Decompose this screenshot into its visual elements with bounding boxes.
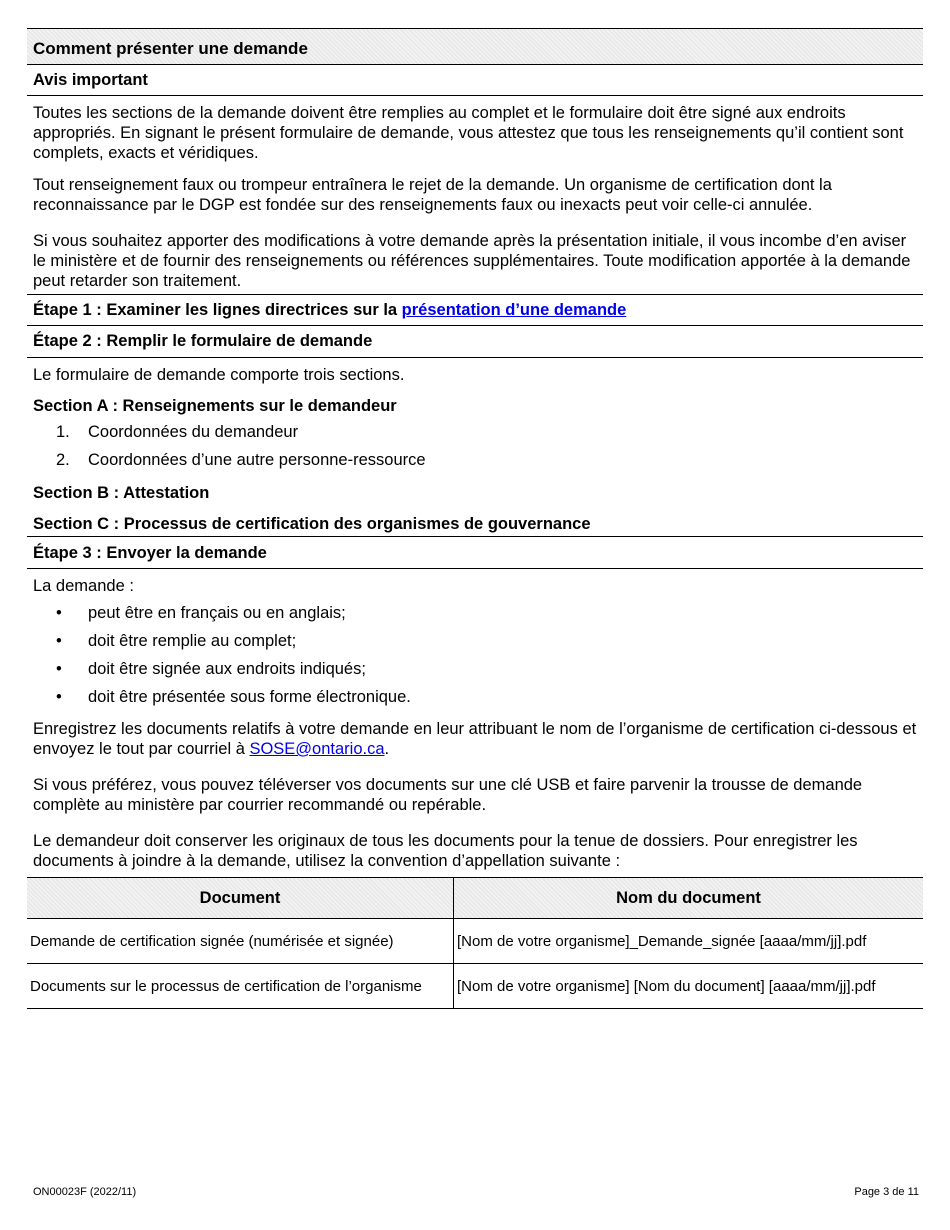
column-header-document-name: Nom du document [454,878,924,919]
table-cell: [Nom de votre organisme]_Demande_signée [aaaa/mm/jj].pdf [457,932,867,950]
list-item-text: doit être présentée sous forme électronique. [88,688,411,706]
list-item [27,418,923,446]
list-item-text: doit être signée aux endroits indiqués; [88,660,366,678]
document-page [27,28,923,1009]
section-c-heading: Section C : Processus de certification des organismes de gouvernance [27,503,923,537]
list-item [27,655,923,683]
page-title: Comment présenter une demande [27,28,923,65]
step3-intro: La demande : [33,577,134,595]
list-item-text: Coordonnées d’une autre personne-ressource [88,451,426,469]
step1-heading [27,294,923,326]
email-paragraph-text: Enregistrez les documents relatifs à votre demande en leur attribuant le nom de l’organisme de certification ci-dessous et envoyez le tout par courriel à [33,720,917,758]
section-a-list [27,418,923,474]
naming-convention-table [27,877,923,1009]
table-header-row [27,878,923,919]
step2-intro: Le formulaire de demande comporte trois sections. [33,366,405,384]
usb-paragraph: Si vous préférez, vous pouvez téléverser vos documents sur une clé USB et faire parvenir la trousse de demande complète au ministère par courrier recommandé ou repérable. [33,776,863,814]
bullet: • [56,660,62,678]
table-row [27,919,923,964]
email-paragraph [27,719,923,759]
step3-heading: Étape 3 : Envoyer la demande [27,537,923,569]
table-cell: Documents sur le processus de certification de l’organisme [27,964,454,1009]
bullet: • [56,604,62,622]
table-row [27,964,923,1009]
table-cell: [Nom de votre organisme] [Nom du document] [aaaa/mm/jj].pdf [454,964,924,1009]
list-item-text: peut être en français ou en anglais; [88,604,346,622]
step2-heading: Étape 2 : Remplir le formulaire de demande [27,326,923,358]
list-number: 2. [56,451,70,469]
notice-paragraph-1: Toutes les sections de la demande doivent être remplies au complet et le formulaire doit être signé aux endroits appropriés. En signant le présent formulaire de demande, vous attestez que tous les renseignements qu’il contient sont complets, exacts et véridiques. [33,104,904,162]
step1-heading-text: Étape 1 : Examiner les lignes directrices sur la [33,301,402,319]
list-item-text: Coordonnées du demandeur [88,423,299,441]
notice-heading: Avis important [27,65,923,96]
notice-paragraph-2: Tout renseignement faux ou trompeur entraînera le rejet de la demande. Un organisme de certification dont la reconnaissance par le DGP est fondée sur des renseignements faux ou inexacts peut voir celle-ci annulée. [33,176,832,214]
table-cell: Demande de certification signée (numérisée et signée) [27,919,454,964]
naming-paragraph: Le demandeur doit conserver les originaux de tous les documents pour la tenue de dossiers. Pour enregistrer les documents à joindre à la demande, utilisez la convention d’appellation suivante : [33,832,858,870]
submission-guidelines-link[interactable]: présentation d’une demande [401,301,627,319]
page-number: Page 3 de 11 [854,1186,919,1198]
bullet: • [56,632,62,650]
email-link[interactable]: SOSE@ontario.ca [249,740,385,758]
section-a-heading: Section A : Renseignements sur le demandeur [33,397,397,415]
section-b-heading: Section B : Attestation [33,484,210,502]
column-header-document: Document [27,878,454,919]
email-paragraph-end: . [384,740,390,758]
list-number: 1. [56,423,70,441]
list-item [27,683,923,711]
requirements-list [27,599,923,711]
notice-paragraph-3: Si vous souhaitez apporter des modifications à votre demande après la présentation initiale, il vous incombe d’en aviser le ministère et de fournir des renseignements ou références supplémentaires. Toute modification apportée à la demande peut retarder son traitement. [33,232,911,290]
list-item [27,446,923,474]
list-item [27,627,923,655]
list-item [27,599,923,627]
list-item-text: doit être remplie au complet; [88,632,297,650]
form-code: ON00023F (2022/11) [33,1186,137,1198]
bullet: • [56,688,62,706]
